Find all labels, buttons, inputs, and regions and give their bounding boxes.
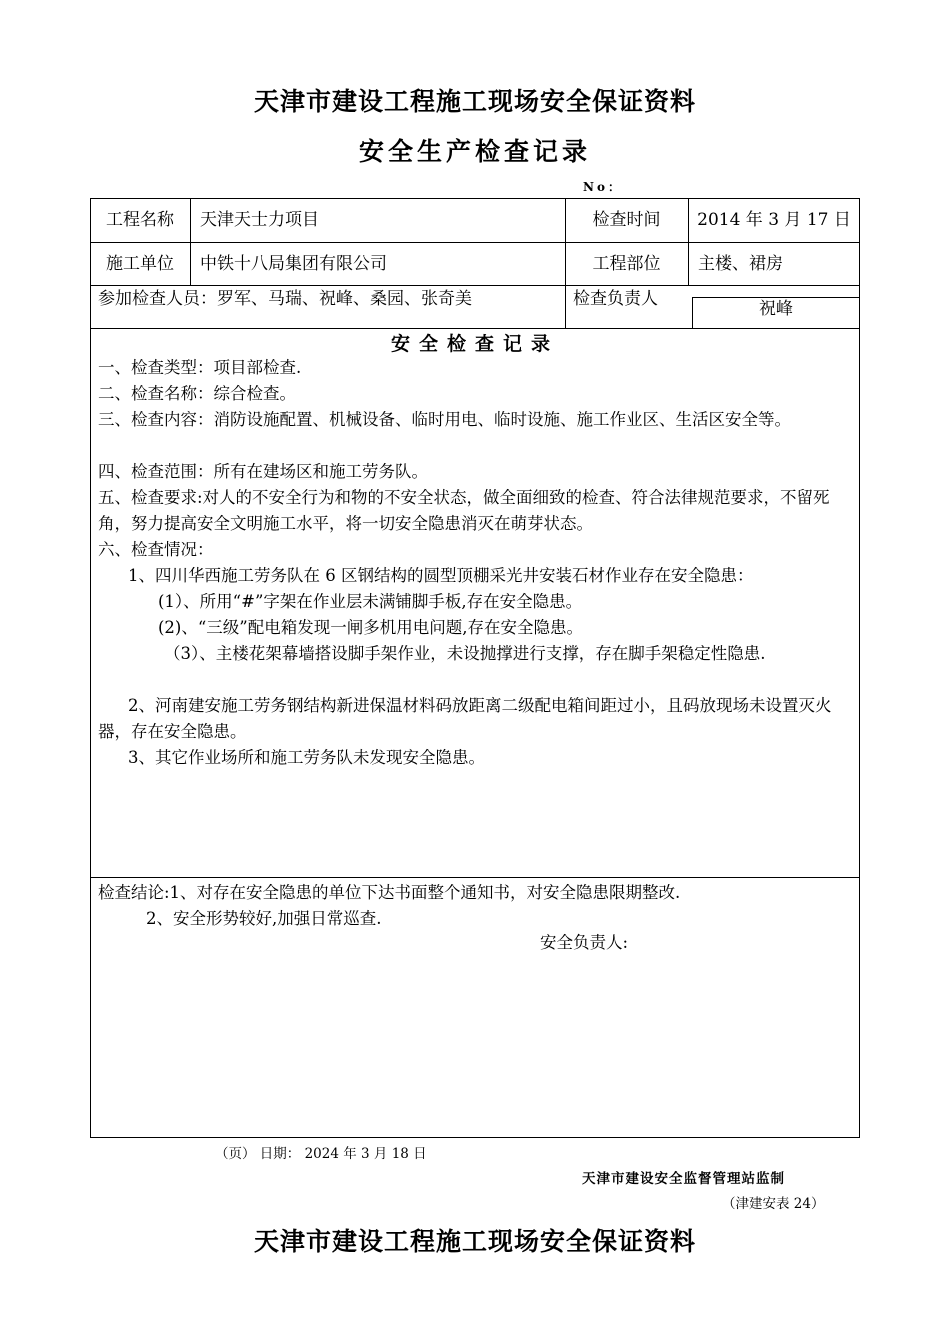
finding-item: 1、四川华西施工劳务队在 6 区钢结构的圆型顶棚采光井安装石材作业存在安全隐患：: [128, 566, 754, 585]
project-name-label: 工程名称: [106, 210, 174, 230]
finding-subitem: （3）、主楼花架幕墙搭设脚手架作业，未设抛撑进行支撑，存在脚手架稳定性隐患.: [164, 644, 766, 663]
participants-row: [98, 288, 558, 310]
contractor-label: 施工单位: [106, 254, 174, 274]
table-divider: [90, 877, 860, 878]
check-time-value: 2014 年 3 月 17 日: [697, 210, 851, 230]
table-divider: [190, 198, 191, 285]
issuer: 天津市建设安全监督管理站监制: [582, 1171, 785, 1187]
participants-value: 罗军、马瑞、祝峰、桑园、张奇美: [217, 289, 472, 309]
record-line: 四、检查范围：所有在建场区和施工劳务队。: [98, 462, 428, 481]
participants-label: 参加检查人员：: [98, 289, 217, 309]
record-heading: 安全检查记录: [390, 333, 559, 355]
table-divider: [90, 242, 860, 243]
project-name-value: 天津天士力项目: [200, 210, 319, 230]
conclusion-line: 检查结论:1、对存在安全隐患的单位下达书面整个通知书，对安全隐患限期整改.: [98, 883, 681, 902]
page-date: （页） 日期： 2024 年 3 月 18 日: [215, 1146, 427, 1162]
contractor-value: 中铁十八局集团有限公司: [200, 254, 387, 274]
finding-subitem: (1）、所用“#”字架在作业层未满铺脚手板,存在安全隐患。: [158, 592, 583, 611]
record-line: 二、检查名称：综合检查。: [98, 384, 296, 403]
record-line: 三、检查内容：消防设施配置、机械设备、临时用电、临时设施、施工作业区、生活区安全等。: [98, 410, 791, 429]
finding-subitem: (2)、“三级”配电箱发现一闸多机用电问题,存在安全隐患。: [158, 618, 583, 637]
record-line: 五、检查要求:对人的不安全行为和物的不安全状态，做全面细致的检查、符合法律规范要求，不留死角，努力提高安全文明施工水平，将一切安全隐患消灭在萌芽状态。: [98, 488, 830, 533]
finding-item: 2、河南建安施工劳务钢结构新进保温材料码放距离二级配电箱间距过小，且码放现场未设置灭火器，存在安全隐患。: [98, 696, 832, 741]
leader-label: 检查负责人: [573, 289, 658, 309]
repeat-title: 天津市建设工程施工现场安全保证资料: [253, 1227, 696, 1256]
table-divider: [90, 285, 860, 286]
record-line: 六、检查情况：: [98, 540, 214, 559]
record-number-label: No：: [583, 180, 623, 194]
location-value: 主楼、裙房: [698, 254, 783, 274]
form-code: （津建安表 24）: [722, 1196, 825, 1212]
leader-value: 祝峰: [759, 299, 793, 319]
org-title: 天津市建设工程施工现场安全保证资料: [253, 87, 696, 116]
location-label: 工程部位: [592, 254, 661, 274]
signature-label: 安全负责人:: [540, 933, 629, 952]
record-line: 一、检查类型：项目部检查.: [98, 358, 302, 377]
doc-title: 安全生产检查记录: [358, 137, 591, 166]
conclusion-line: 2、安全形势较好,加强日常巡查.: [146, 909, 382, 928]
finding-item: 3、其它作业场所和施工劳务队未发现安全隐患。: [128, 748, 485, 767]
check-time-label: 检查时间: [592, 210, 661, 230]
